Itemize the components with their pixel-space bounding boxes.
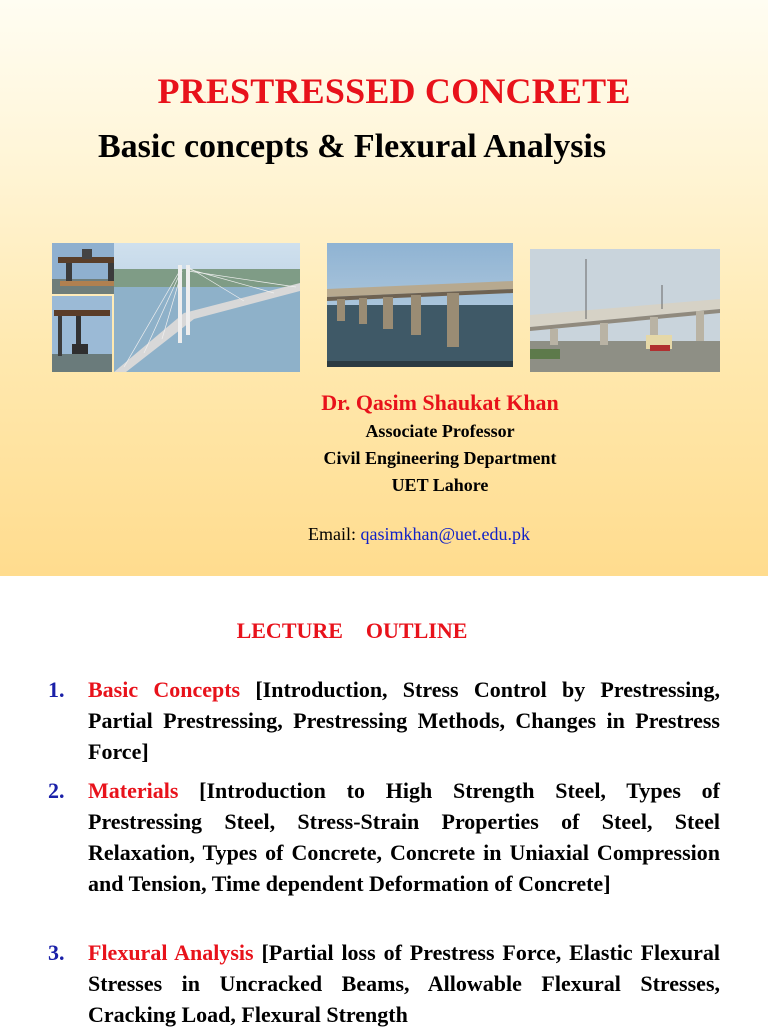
outline-item-number: 1. bbox=[48, 677, 65, 702]
outline-item-text bbox=[88, 775, 720, 899]
email-line bbox=[308, 524, 530, 545]
email-link[interactable]: qasimkhan@uet.edu.pk bbox=[360, 524, 531, 544]
author-department: Civil Engineering Department bbox=[323, 448, 557, 468]
outline-item-details: [Partial loss of Prestress Force, Elastic Flexural Stresses in Uncracked Beams, Allowable Flexural Stresses, Cracking Load, Flexural Strength bbox=[88, 940, 720, 1027]
outline-item-details: [Introduction, Stress Control by Prestressing, Partial Prestressing, Prestressing Methods, Changes in Prestress Force] bbox=[88, 677, 720, 764]
author-position: Associate Professor bbox=[365, 421, 515, 441]
flyover-photo bbox=[530, 249, 720, 372]
cable-stayed-bridge-photo bbox=[114, 243, 300, 372]
outline-item-number: 2. bbox=[48, 778, 65, 803]
outline-item-text bbox=[88, 674, 720, 767]
outline-item-topic: Basic Concepts bbox=[88, 677, 241, 702]
outline-item-details: [Introduction to High Strength Steel, Types of Prestressing Steel, Stress-Strain Properties of Steel, Steel Relaxation, Types of Concrete, Concrete in Uniaxial Compression and Tension, Time dependent Deformation of Concrete] bbox=[88, 778, 720, 896]
author-block bbox=[280, 388, 600, 499]
slide-title: PRESTRESSED CONCRETE bbox=[157, 71, 631, 111]
crane-photo-bottom bbox=[52, 296, 112, 372]
outline-item-topic: Flexural Analysis bbox=[88, 940, 254, 965]
email-label: Email: bbox=[308, 524, 361, 544]
author-name: Dr. Qasim Shaukat Khan bbox=[321, 390, 559, 415]
outline-heading: LECTURE OUTLINE bbox=[236, 618, 468, 643]
girder-bridge-photo bbox=[327, 243, 513, 367]
outline-item-number: 3. bbox=[48, 940, 65, 965]
author-institution: UET Lahore bbox=[391, 475, 489, 495]
slide-subtitle: Basic concepts & Flexural Analysis bbox=[98, 128, 607, 165]
outline-item-topic: Materials bbox=[88, 778, 179, 803]
outline-item-text bbox=[88, 937, 720, 1030]
